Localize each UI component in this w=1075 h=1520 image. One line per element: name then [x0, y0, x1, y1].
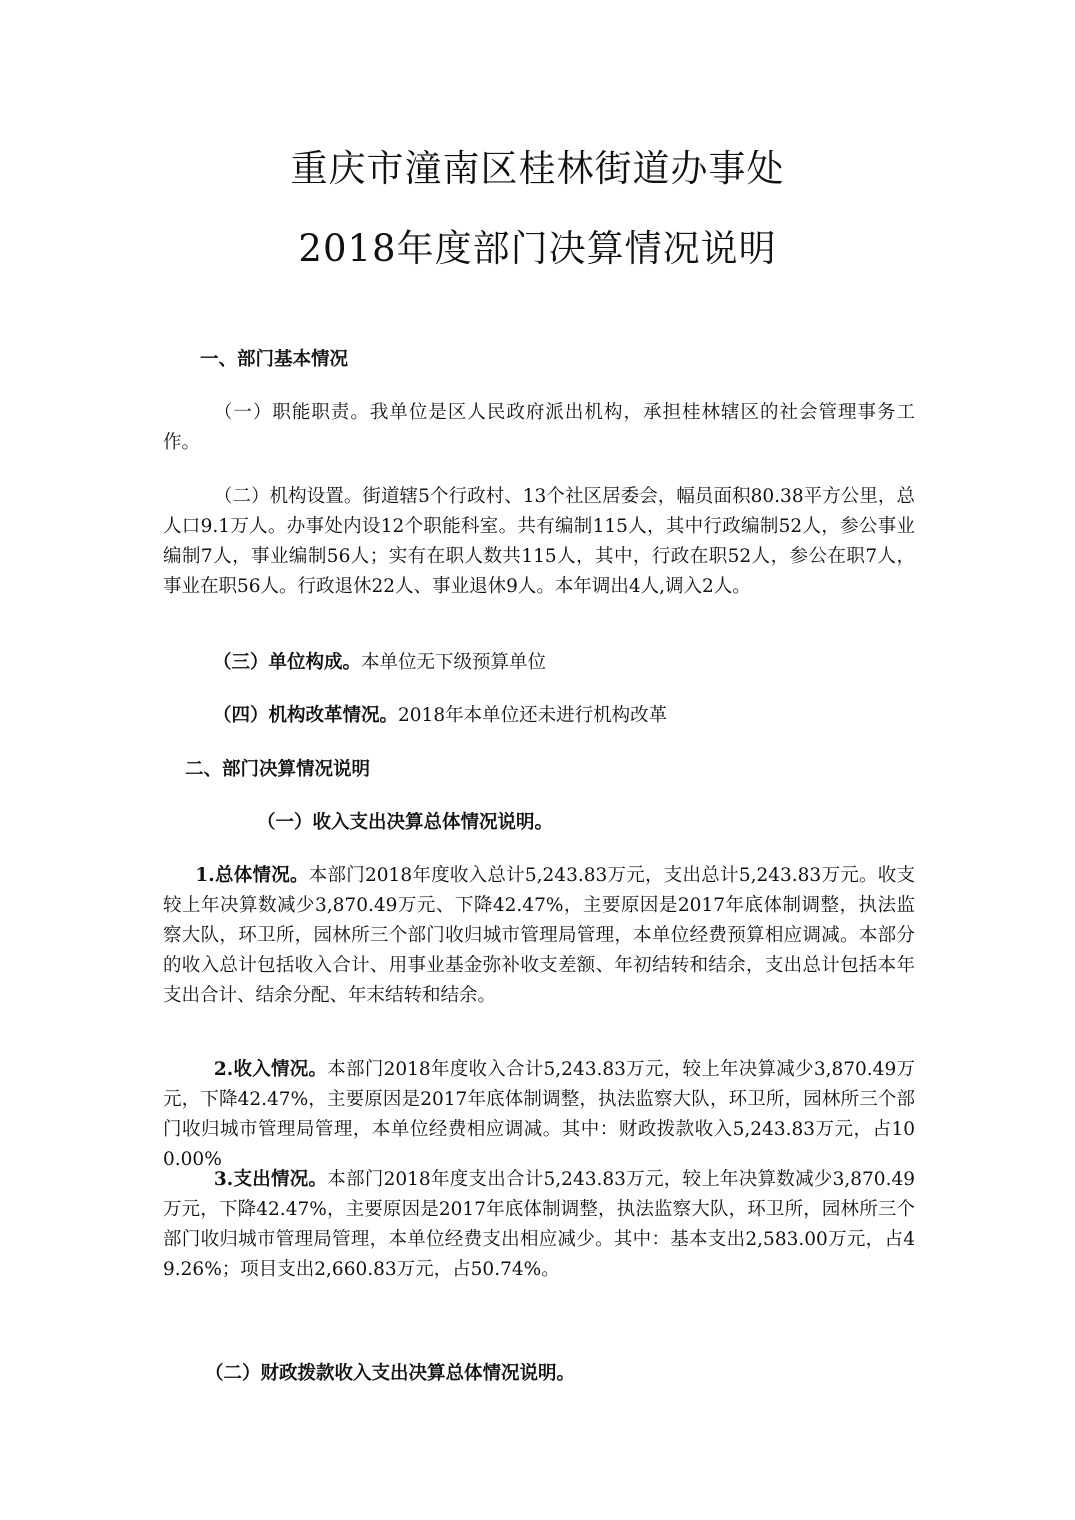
paragraph-text: 本部门2018年度收入总计5,243.83万元，支出总计5,243.83万元。收支较上年决算数减少3,870.49万元、下降42.47%，主要原因是2017年底体制调整，执法监察大队，环卫所，园林所三个部门收归城市管理局管理，本单位经费预算相应调减。本部分的收入总计包括收入合计、用事业基金弥补收支差额、年初结转和结余，支出总计包括本年支出合计、结余分配、年末结转和结余。	[163, 865, 915, 1006]
subsection1-heading: （一）收入支出决算总体情况说明。	[257, 812, 554, 833]
paragraph-lead: 2.收入情况。	[213, 1059, 328, 1080]
subsection2-heading: （二）财政拨款收入支出决算总体情况说明。	[205, 1363, 576, 1384]
document-title-line2: 2018年度部门决算情况说明	[298, 227, 777, 270]
section2-heading: 二、部门决算情况说明	[185, 759, 371, 780]
paragraph-text: 2018年本单位还未进行机构改革	[398, 705, 668, 726]
paragraph-lead: （四）机构改革情况。	[213, 705, 399, 726]
paragraph-lead: 1.总体情况。	[195, 865, 309, 886]
paragraph-text: 本部门2018年度收入合计5,243.83万元，较上年决算减少3,870.49万元，下降42.47%，主要原因是2017年底体制调整，执法监察大队，环卫所，园林所三个部门收归城市管理局管理，本单位经费相应调减。其中：财政拨款收入5,243.83万元，占100.00%	[163, 1059, 915, 1170]
paragraph-organization: （二）机构设置。街道辖5个行政村、13个社区居委会，幅员面积80.38平方公里，总人口9.1万人。办事处内设12个职能科室。共有编制115人，其中行政编制52人，参公事业编制7人，事业编制56人；实有在职人数共115人，其中，行政在职52人，参公在职7人，事业在职56人。行政退休22人、事业退休9人。本年调出4人,调入2人。	[163, 486, 915, 597]
section1-heading: 一、部门基本情况	[200, 349, 349, 370]
paragraph-functions: （一）职能职责。我单位是区人民政府派出机构，承担桂林辖区的社会管理事务工作。	[163, 402, 915, 453]
paragraph-lead: （三）单位构成。	[213, 652, 362, 673]
paragraph-lead: 3.支出情况。	[213, 1169, 328, 1190]
document-title-line1: 重庆市潼南区桂林街道办事处	[290, 147, 785, 190]
paragraph-text: 本部门2018年度支出合计5,243.83万元，较上年决算数减少3,870.49万元，下降42.47%，主要原因是2017年底体制调整，执法监察大队，环卫所，园林所三个部门收归城市管理局管理，本单位经费支出相应减少。其中：基本支出2,583.00万元，占49.26%；项目支出2,660.83万元，占50.74%。	[163, 1169, 915, 1280]
paragraph-text: 本单位无下级预算单位	[361, 652, 547, 673]
paragraph-unit-composition	[213, 648, 965, 678]
paragraph-income	[163, 1055, 915, 1175]
paragraph-expenditure	[163, 1165, 915, 1285]
paragraph-overall	[163, 861, 915, 1011]
paragraph-reform	[213, 701, 965, 731]
